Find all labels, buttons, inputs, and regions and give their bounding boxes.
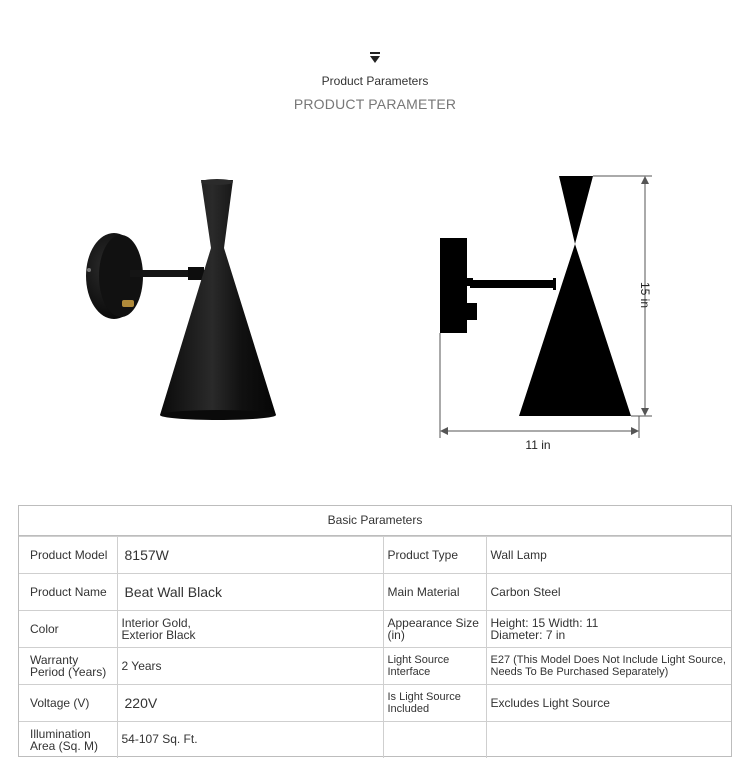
basic-parameters-table: [18, 505, 732, 757]
param-value-warranty: 2 Years: [117, 648, 383, 685]
param-label-illumination-area: Illumination Area (Sq. M): [19, 722, 117, 758]
param-label-light-source-included: Is Light Source Included: [383, 685, 486, 722]
param-value-appearance-size: Height: 15 Width: 11 Diameter: 7 in: [486, 611, 731, 648]
param-value-product-name: Beat Wall Black: [117, 574, 383, 611]
param-label-product-type: Product Type: [383, 537, 486, 574]
param-label-warranty: Warranty Period (Years): [19, 648, 117, 685]
table-row: [19, 648, 731, 685]
table-title: Basic Parameters: [19, 506, 731, 536]
param-value-main-material: Carbon Steel: [486, 574, 731, 611]
param-label-color: Color: [19, 611, 117, 648]
param-label-product-name: Product Name: [19, 574, 117, 611]
table-row: [19, 574, 731, 611]
param-value-light-source-included: Excludes Light Source: [486, 685, 731, 722]
param-label-voltage: Voltage (V): [19, 685, 117, 722]
section-title: Product Parameters: [321, 74, 429, 88]
table-row: [19, 611, 731, 648]
section-header: [0, 52, 750, 112]
param-label-light-source-interface: Light Source Interface: [383, 648, 486, 685]
param-value-color: Interior Gold, Exterior Black: [117, 611, 383, 648]
param-value-product-model: 8157W: [117, 537, 383, 574]
param-label-product-model: Product Model: [19, 537, 117, 574]
table-row: [19, 685, 731, 722]
width-dimension-label: 11 in: [525, 438, 551, 452]
table-row: [19, 722, 731, 758]
dimension-diagram: [430, 170, 680, 460]
height-dimension-label: 15 in: [638, 282, 652, 309]
lamp-photo: [80, 170, 290, 430]
down-arrow-icon: [369, 52, 381, 66]
param-value-voltage: 220V: [117, 685, 383, 722]
section-subtitle: PRODUCT PARAMETER: [293, 96, 457, 112]
param-label-main-material: Main Material: [383, 574, 486, 611]
table-row: [19, 537, 731, 574]
param-value-empty: [486, 722, 731, 758]
param-value-product-type: Wall Lamp: [486, 537, 731, 574]
param-label-appearance-size: Appearance Size (in): [383, 611, 486, 648]
param-label-empty: [383, 722, 486, 758]
param-value-light-source-interface: E27 (This Model Does Not Include Light Source, Needs To Be Purchased Separately): [486, 648, 731, 685]
param-value-illumination-area: 54-107 Sq. Ft.: [117, 722, 383, 758]
